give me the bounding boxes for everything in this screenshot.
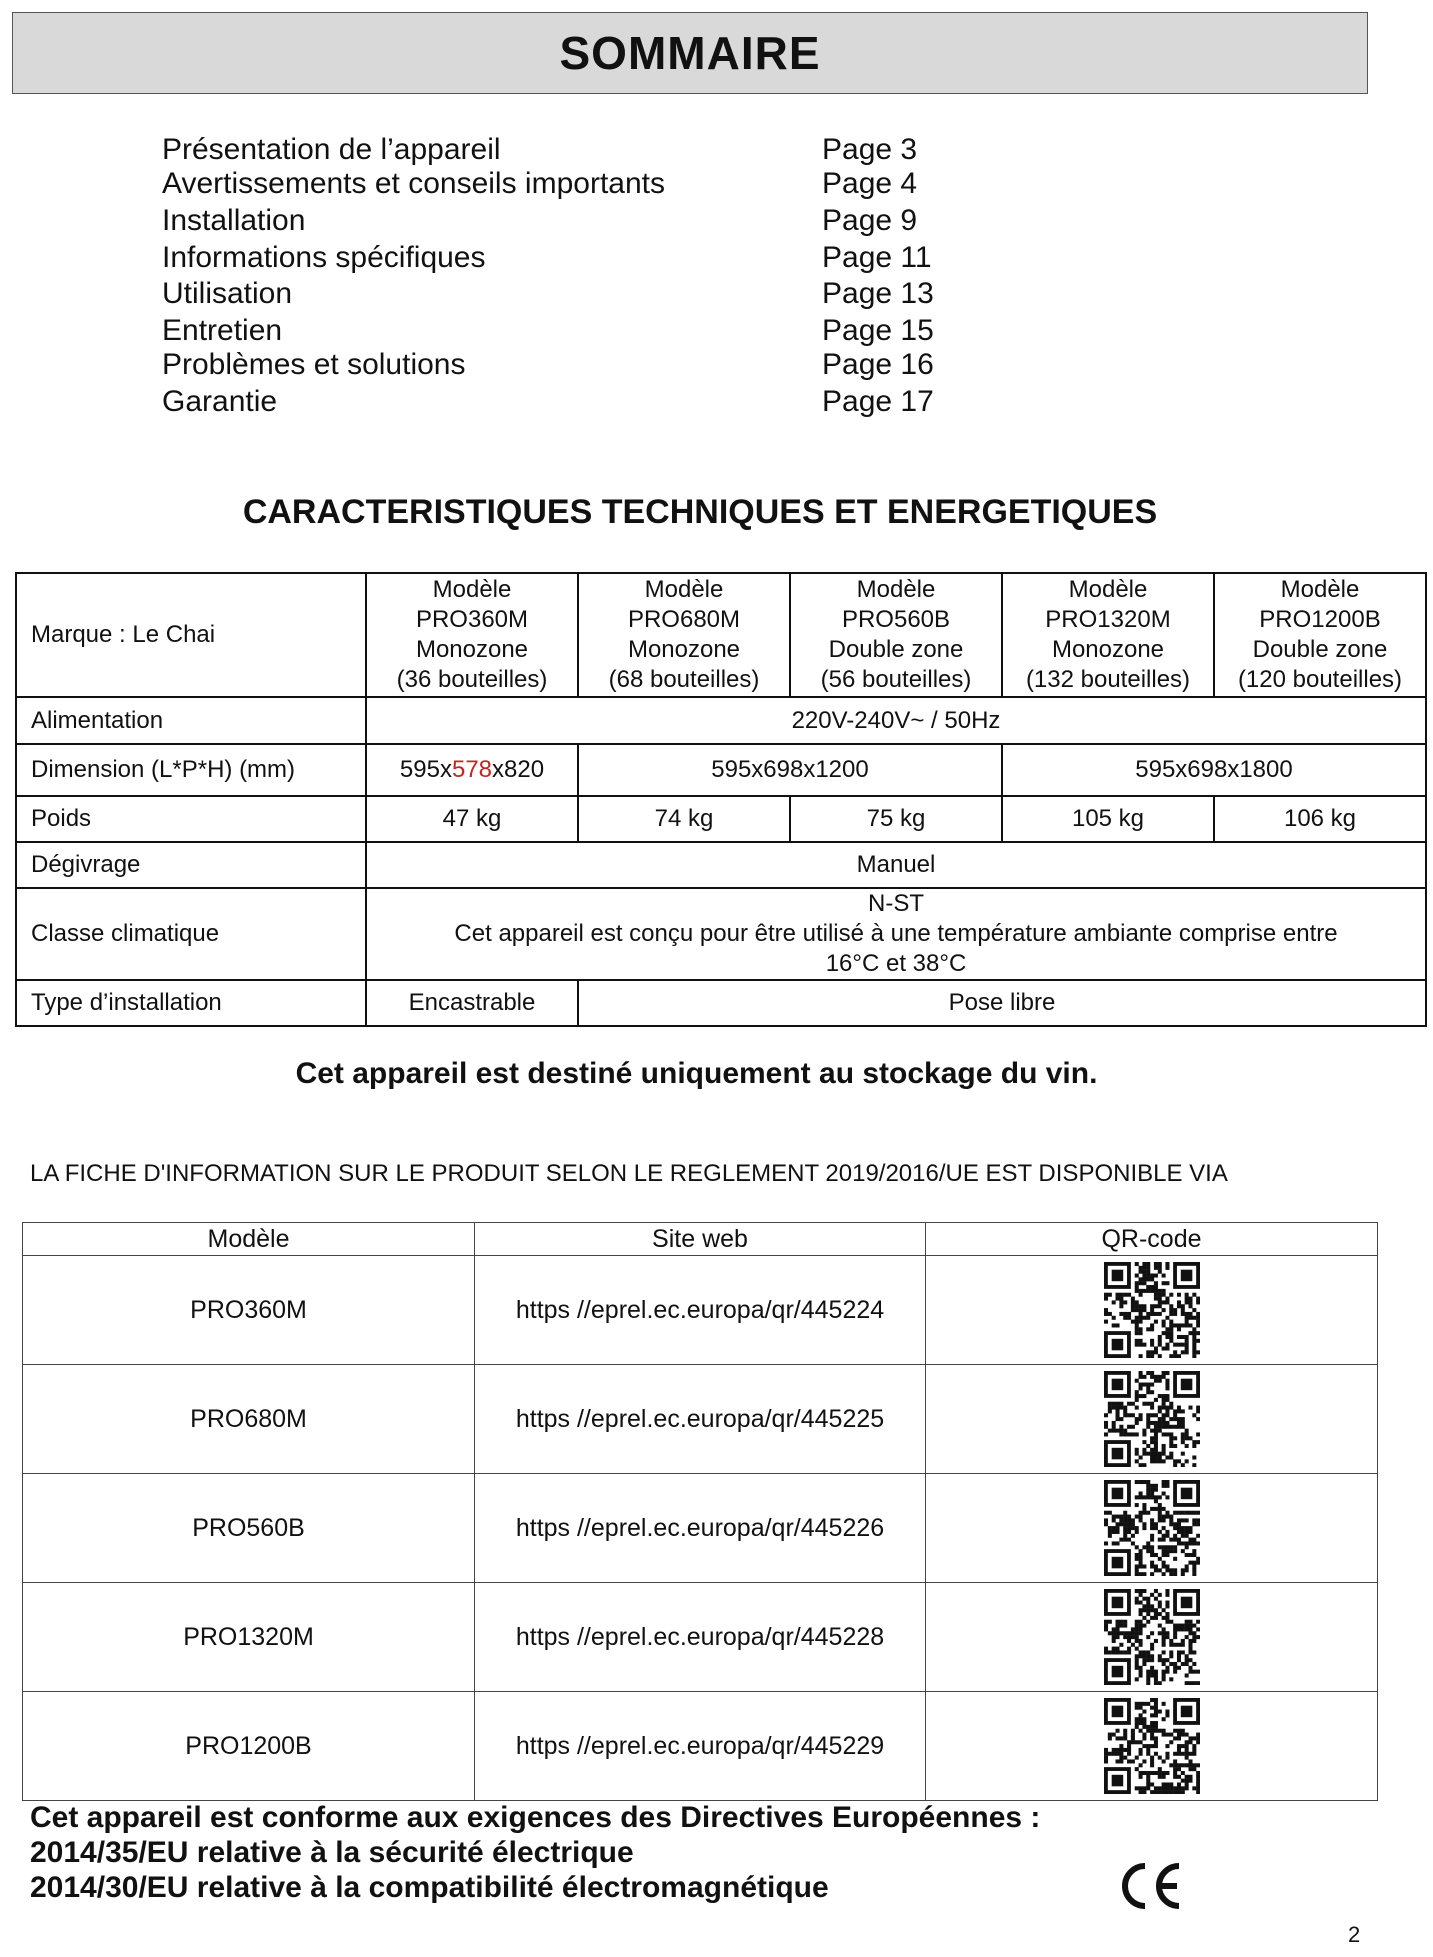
- eprel-model: PRO1200B: [23, 1692, 475, 1801]
- model-cell: [790, 573, 1002, 697]
- eprel-model: PRO680M: [23, 1365, 475, 1474]
- poids-value: 47 kg: [366, 796, 578, 842]
- toc-page: Page 15: [822, 314, 934, 347]
- toc-page: Page 9: [822, 204, 918, 237]
- poids-value: 74 kg: [578, 796, 790, 842]
- degivrage-row: [16, 842, 1426, 888]
- eprel-row: [23, 1692, 1378, 1801]
- eprel-header-row: [23, 1223, 1378, 1256]
- row-label: Classe climatique: [16, 888, 366, 980]
- toc-page: Page 17: [822, 385, 934, 418]
- conformity-line: 2014/30/EU relative à la compatibilité électromagnétique: [30, 1871, 829, 1904]
- model-label: Modèle: [432, 576, 512, 603]
- eprel-row: [23, 1474, 1378, 1583]
- qr-code-cell: [926, 1692, 1378, 1801]
- qr-code-cell: [926, 1474, 1378, 1583]
- row-label: Dégivrage: [16, 842, 366, 888]
- header-site: Site web: [475, 1223, 926, 1256]
- eprel-url[interactable]: https //eprel.ec.europa/qr/445225: [475, 1365, 926, 1474]
- dimension-row: [16, 744, 1426, 796]
- dim-highlight: 578: [451, 756, 493, 783]
- ce-mark-icon: [1115, 1858, 1185, 1914]
- model-code: PRO560B: [841, 606, 951, 633]
- dim-part: x820: [492, 756, 545, 783]
- toc-label: Utilisation: [162, 277, 293, 310]
- header-qr: QR-code: [926, 1223, 1378, 1256]
- degivrage-value: Manuel: [366, 842, 1426, 888]
- toc-item[interactable]: [162, 314, 962, 350]
- toc-item[interactable]: [162, 133, 962, 169]
- conformity-text: [30, 1800, 1040, 1905]
- toc-label: Avertissements et conseils importants: [162, 167, 665, 200]
- dimension-value: [366, 744, 578, 796]
- eprel-url[interactable]: https //eprel.ec.europa/qr/445224: [475, 1256, 926, 1365]
- model-capacity: (120 bouteilles): [1237, 666, 1403, 693]
- model-zone: Monozone: [1051, 636, 1165, 663]
- model-capacity: (56 bouteilles): [820, 666, 972, 693]
- model-label: Modèle: [1280, 576, 1360, 603]
- type-value: Encastrable: [366, 980, 578, 1026]
- eprel-model: PRO560B: [23, 1474, 475, 1583]
- qr-code-icon[interactable]: [1104, 1698, 1200, 1794]
- conformity-line: 2014/35/EU relative à la sécurité électrique: [30, 1836, 634, 1869]
- model-zone: Double zone: [1252, 636, 1388, 663]
- eprel-url[interactable]: https //eprel.ec.europa/qr/445228: [475, 1583, 926, 1692]
- eprel-model: PRO1320M: [23, 1583, 475, 1692]
- model-label: Modèle: [1068, 576, 1148, 603]
- classe-range: 16°C et 38°C: [825, 950, 967, 977]
- poids-value: 105 kg: [1002, 796, 1214, 842]
- page-number: 2: [1348, 1922, 1361, 1947]
- alimentation-row: [16, 697, 1426, 744]
- toc-page: Page 16: [822, 348, 934, 381]
- sommaire-title: SOMMAIRE: [559, 27, 821, 79]
- dimension-value: 595x698x1200: [578, 744, 1002, 796]
- specs-header-row: [16, 573, 1426, 697]
- type-row: [16, 980, 1426, 1026]
- eprel-row: [23, 1256, 1378, 1365]
- model-code: PRO680M: [627, 606, 741, 633]
- model-cell: [578, 573, 790, 697]
- toc-label: Entretien: [162, 314, 283, 347]
- brand-cell: Marque : Le Chai: [16, 573, 366, 697]
- sommaire-header: [12, 12, 1368, 94]
- model-code: PRO360M: [415, 606, 529, 633]
- qr-code-cell: [926, 1365, 1378, 1474]
- model-cell: [1002, 573, 1214, 697]
- model-label: Modèle: [644, 576, 724, 603]
- toc-item[interactable]: [162, 167, 962, 203]
- classe-row: [16, 888, 1426, 980]
- model-code: PRO1200B: [1259, 606, 1381, 633]
- header-model: Modèle: [23, 1223, 475, 1256]
- fiche-note: LA FICHE D'INFORMATION SUR LE PRODUIT SELON LE REGLEMENT 2019/2016/UE EST DISPONIBLE VIA: [30, 1160, 1228, 1187]
- model-cell: [366, 573, 578, 697]
- model-capacity: (132 bouteilles): [1025, 666, 1191, 693]
- toc-item[interactable]: [162, 385, 962, 421]
- type-value: Pose libre: [578, 980, 1426, 1026]
- toc-label: Garantie: [162, 385, 278, 418]
- eprel-row: [23, 1365, 1378, 1474]
- alimentation-value: 220V-240V~ / 50Hz: [366, 697, 1426, 744]
- classe-value: [366, 888, 1426, 980]
- row-label: Alimentation: [16, 697, 366, 744]
- classe-code: N-ST: [868, 890, 924, 917]
- conformity-line: Cet appareil est conforme aux exigences des Directives Européennes :: [30, 1801, 1041, 1834]
- qr-code-cell: [926, 1583, 1378, 1692]
- toc-label: Informations spécifiques: [162, 241, 486, 274]
- model-cell: [1214, 573, 1426, 697]
- dimension-value: 595x698x1800: [1002, 744, 1426, 796]
- eprel-row: [23, 1583, 1378, 1692]
- model-zone: Monozone: [627, 636, 741, 663]
- toc-item[interactable]: [162, 348, 962, 384]
- specs-table: [15, 572, 1427, 1027]
- wine-note: Cet appareil est destiné uniquement au stockage du vin.: [295, 1057, 1098, 1090]
- model-zone: Monozone: [415, 636, 529, 663]
- model-capacity: (36 bouteilles): [396, 666, 548, 693]
- qr-code-cell: [926, 1256, 1378, 1365]
- toc-page: Page 13: [822, 277, 934, 310]
- row-label: Type d’installation: [16, 980, 366, 1026]
- qr-code-icon[interactable]: [1104, 1371, 1200, 1467]
- model-code: PRO1320M: [1045, 606, 1171, 633]
- toc-item[interactable]: [162, 277, 962, 313]
- dim-part: 595x: [399, 756, 452, 783]
- row-label: Dimension (L*P*H) (mm): [16, 744, 366, 796]
- model-zone: Double zone: [828, 636, 964, 663]
- eprel-model: PRO360M: [23, 1256, 475, 1365]
- toc-label: Présentation de l’appareil: [162, 133, 501, 166]
- toc-item[interactable]: [162, 204, 962, 240]
- toc-page: Page 3: [822, 133, 918, 166]
- eprel-url[interactable]: https //eprel.ec.europa/qr/445226: [475, 1474, 926, 1583]
- toc-label: Problèmes et solutions: [162, 348, 466, 381]
- row-label: Poids: [16, 796, 366, 842]
- toc-label: Installation: [162, 204, 306, 237]
- qr-code-icon[interactable]: [1104, 1589, 1200, 1685]
- poids-row: [16, 796, 1426, 842]
- model-label: Modèle: [856, 576, 936, 603]
- toc-page: Page 4: [822, 167, 918, 200]
- poids-value: 75 kg: [790, 796, 1002, 842]
- qr-code-icon[interactable]: [1104, 1262, 1200, 1358]
- qr-code-icon[interactable]: [1104, 1480, 1200, 1576]
- eprel-url[interactable]: https //eprel.ec.europa/qr/445229: [475, 1692, 926, 1801]
- poids-value: 106 kg: [1214, 796, 1426, 842]
- specs-title: CARACTERISTIQUES TECHNIQUES ET ENERGETIQUES: [242, 493, 1158, 531]
- toc-page: Page 11: [822, 241, 932, 274]
- eprel-table: [22, 1222, 1378, 1801]
- classe-desc: Cet appareil est conçu pour être utilisé à une température ambiante comprise entre: [454, 920, 1338, 947]
- toc-item[interactable]: [162, 241, 962, 277]
- model-capacity: (68 bouteilles): [608, 666, 760, 693]
